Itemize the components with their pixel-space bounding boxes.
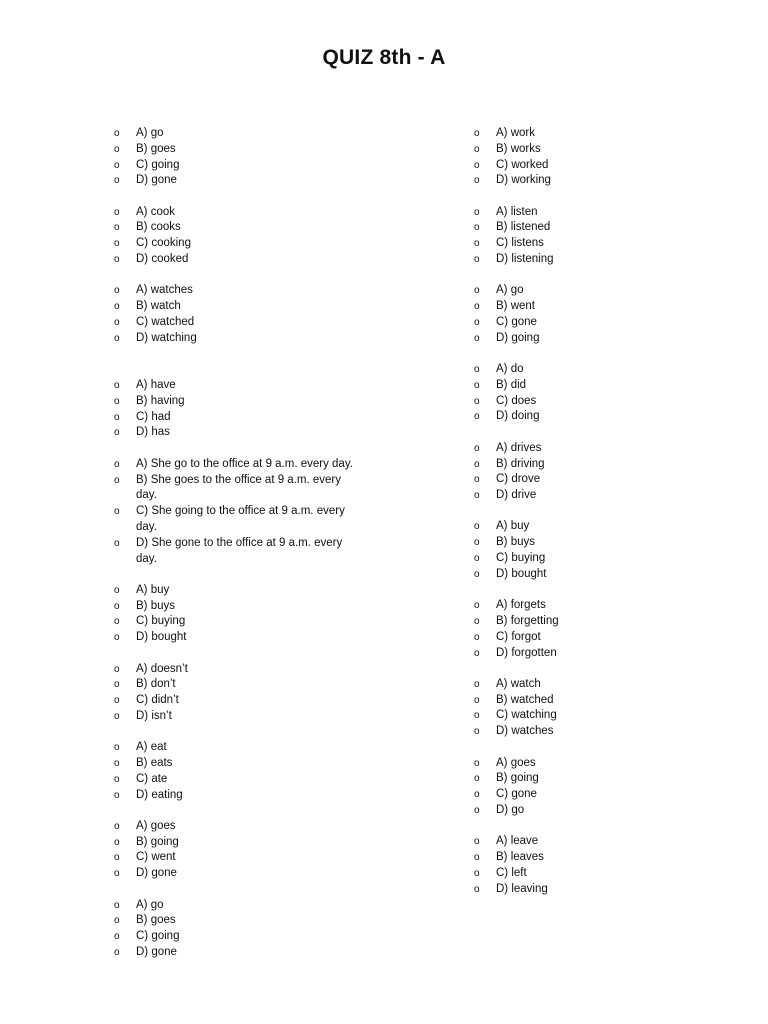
circle-bullet-icon: o [474,458,480,470]
answer-option-text: C) left [496,866,527,879]
circle-bullet-icon: o [114,506,120,518]
circle-bullet-icon: o [474,631,480,643]
circle-bullet-icon: o [474,568,480,580]
circle-bullet-icon: o [474,521,480,533]
answer-option-text: C) buying [496,552,546,565]
circle-bullet-icon: o [114,285,120,297]
answer-option-text: D) gone [136,174,177,187]
circle-bullet-icon: o [114,222,120,234]
answer-option-text: B) She goes to the office at 9 a.m. every day. [136,473,341,502]
answer-option-text: D) cooked [136,253,189,266]
answer-option-text: B) going [136,835,179,848]
answer-option-text: C) going [136,930,180,943]
answer-option-text: B) watched [496,693,554,706]
circle-bullet-icon: o [114,316,120,328]
answer-option-text: C) went [136,851,176,864]
answer-option-text: A) have [136,379,176,392]
circle-bullet-icon: o [114,254,120,266]
answer-option-text: D) She gone to the office at 9 a.m. every day. [136,536,343,565]
circle-bullet-icon: o [474,254,480,266]
answer-option-text: A) work [496,127,535,139]
circle-bullet-icon: o [114,836,120,848]
answer-option[interactable] [474,866,724,882]
answer-option[interactable] [474,205,724,221]
answer-option-text: C) had [136,410,171,423]
question-group [114,205,364,268]
answer-option[interactable] [474,708,724,724]
answer-option-text: C) forgot [496,630,541,643]
answer-option-text: B) cooks [136,221,181,234]
circle-bullet-icon: o [114,206,120,218]
circle-bullet-icon: o [114,789,120,801]
answer-option[interactable] [474,850,724,866]
answer-option[interactable] [114,378,364,394]
answer-option[interactable] [474,126,724,142]
answer-option[interactable] [474,409,724,425]
question-group [114,740,364,803]
circle-bullet-icon: o [114,663,120,675]
answer-option[interactable] [114,425,364,441]
answer-option[interactable] [474,882,724,898]
answer-option-text: A) buy [136,583,170,596]
answer-option[interactable] [114,252,364,268]
answer-option[interactable] [114,740,364,756]
circle-bullet-icon: o [474,726,480,738]
question-group [474,441,724,504]
question-group [114,378,364,441]
answer-option[interactable] [474,220,724,236]
question-group [474,598,724,661]
answer-option[interactable] [114,331,364,347]
answer-option[interactable] [114,866,364,882]
answer-option[interactable] [114,236,364,252]
circle-bullet-icon: o [114,301,120,313]
answer-option-text: A) drives [496,441,542,454]
answer-option[interactable] [114,772,364,788]
spacer [114,362,364,378]
circle-bullet-icon: o [114,395,120,407]
circle-bullet-icon: o [114,742,120,754]
answer-option-text: A) She go to the office at 9 a.m. every day. [136,457,353,470]
circle-bullet-icon: o [474,537,480,549]
circle-bullet-icon: o [474,238,480,250]
answer-option-text: A) goes [496,756,536,769]
answer-option[interactable] [474,173,724,189]
circle-bullet-icon: o [114,899,120,911]
circle-bullet-icon: o [474,615,480,627]
answer-option-text: C) gone [496,788,537,801]
answer-option-text: B) did [496,378,527,391]
circle-bullet-icon: o [114,175,120,187]
question-group [474,677,724,740]
answer-option-text: A) buy [496,520,530,533]
answer-option[interactable] [474,724,724,740]
answer-option-text: C) ate [136,772,168,785]
circle-bullet-icon: o [474,553,480,565]
answer-option[interactable] [114,299,364,315]
answer-option[interactable] [114,126,364,142]
circle-bullet-icon: o [474,442,480,454]
answer-option-text: A) cook [136,205,175,218]
answer-option[interactable] [114,614,364,630]
right-question-column [474,126,724,913]
circle-bullet-icon: o [474,332,480,344]
answer-option[interactable] [474,646,724,662]
answer-option[interactable] [114,788,364,804]
circle-bullet-icon: o [474,128,480,139]
answer-option[interactable] [474,535,724,551]
answer-option-text: D) gone [136,867,177,880]
answer-option[interactable] [114,142,364,158]
question-group [114,898,364,961]
question-group [114,457,364,568]
answer-option[interactable] [114,536,364,568]
answer-option-text: C) worked [496,158,549,171]
circle-bullet-icon: o [474,757,480,769]
answer-option[interactable] [114,583,364,599]
answer-option-text: A) leave [496,835,539,848]
answer-option[interactable] [114,677,364,693]
answer-option[interactable] [474,331,724,347]
circle-bullet-icon: o [474,710,480,722]
answer-option[interactable] [114,457,364,473]
answer-option[interactable] [474,567,724,583]
circle-bullet-icon: o [114,868,120,880]
answer-option[interactable] [474,834,724,850]
answer-option[interactable] [114,913,364,929]
answer-option-text: D) isn’t [136,709,172,722]
answer-option[interactable] [474,441,724,457]
circle-bullet-icon: o [114,238,120,250]
answer-option-text: C) gone [496,315,537,328]
answer-option-text: D) has [136,426,170,439]
answer-option-text: B) going [496,772,539,785]
answer-option-text: D) working [496,174,551,187]
answer-option-text: D) doing [496,410,540,423]
answer-option-text: B) works [496,142,541,155]
circle-bullet-icon: o [474,678,480,690]
circle-bullet-icon: o [474,206,480,218]
answer-option-text: D) bought [136,631,187,644]
answer-option-text: A) watch [496,677,541,690]
answer-option[interactable] [114,662,364,678]
answer-option-text: B) buys [136,599,175,612]
answer-option[interactable] [114,898,364,914]
answer-option-text: D) watching [136,331,197,344]
circle-bullet-icon: o [474,836,480,848]
answer-option-text: C) didn’t [136,694,179,707]
circle-bullet-icon: o [474,883,480,895]
circle-bullet-icon: o [474,773,480,785]
answer-option[interactable] [114,850,364,866]
answer-option[interactable] [474,457,724,473]
answer-option-text: B) watch [136,300,181,313]
answer-option-text: D) gone [136,945,177,958]
question-group [474,756,724,819]
circle-bullet-icon: o [114,915,120,927]
quiz-title: QUIZ 8th - A [322,46,446,69]
question-group [114,662,364,725]
answer-option[interactable] [474,614,724,630]
answer-option[interactable] [474,394,724,410]
answer-option-text: A) go [496,284,524,297]
answer-option[interactable] [474,551,724,567]
answer-option-text: B) eats [136,757,173,769]
circle-bullet-icon: o [114,411,120,423]
answer-option[interactable] [114,835,364,851]
answer-option[interactable] [114,173,364,189]
circle-bullet-icon: o [474,222,480,234]
circle-bullet-icon: o [114,616,120,628]
circle-bullet-icon: o [114,820,120,832]
answer-option-text: D) drive [496,489,537,502]
answer-option-text: D) leaving [496,882,548,895]
circle-bullet-icon: o [474,364,480,376]
answer-option-text: B) having [136,394,185,407]
answer-option-text: A) go [136,127,164,139]
answer-option[interactable] [474,519,724,535]
circle-bullet-icon: o [474,789,480,801]
answer-option-text: A) watches [136,284,193,297]
answer-option[interactable] [474,472,724,488]
circle-bullet-icon: o [474,411,480,423]
circle-bullet-icon: o [114,931,120,943]
answer-option-text: B) driving [496,457,545,470]
answer-option-text: D) eating [136,788,183,801]
circle-bullet-icon: o [114,758,120,769]
answer-option-text: B) goes [136,914,176,927]
question-group [114,583,364,646]
circle-bullet-icon: o [474,285,480,297]
question-group [474,205,724,268]
answer-option-text: B) goes [136,142,176,155]
answer-option[interactable] [114,315,364,331]
answer-option-text: C) cooking [136,237,191,250]
question-group [474,834,724,897]
circle-bullet-icon: o [114,584,120,596]
answer-option-text: C) watching [496,709,557,722]
circle-bullet-icon: o [474,490,480,502]
circle-bullet-icon: o [114,773,120,785]
answer-option[interactable] [114,709,364,725]
answer-option[interactable] [474,803,724,819]
answer-option-text: A) forgets [496,599,546,612]
circle-bullet-icon: o [114,600,120,612]
answer-option[interactable] [474,771,724,787]
answer-option[interactable] [114,394,364,410]
circle-bullet-icon: o [474,175,480,187]
answer-option[interactable] [474,630,724,646]
circle-bullet-icon: o [114,143,120,155]
answer-option[interactable] [474,158,724,174]
answer-option-text: D) watches [496,725,554,738]
answer-option[interactable] [474,299,724,315]
circle-bullet-icon: o [114,458,120,470]
answer-option-text: A) goes [136,819,176,832]
circle-bullet-icon: o [474,301,480,313]
answer-option-text: A) listen [496,205,538,218]
answer-option-text: C) listens [496,237,544,250]
question-group [114,819,364,882]
answer-option-text: C) She going to the office at 9 a.m. every day. [136,505,345,533]
answer-option[interactable] [474,252,724,268]
answer-option[interactable] [474,677,724,693]
answer-option[interactable] [114,929,364,945]
circle-bullet-icon: o [114,632,120,644]
left-question-column [114,126,364,976]
answer-option[interactable] [114,630,364,646]
answer-option-text: C) buying [136,615,186,628]
answer-option-text: C) going [136,158,180,171]
circle-bullet-icon: o [114,332,120,344]
answer-option[interactable] [474,787,724,803]
answer-option-text: D) go [496,803,525,816]
answer-option-text: B) forgetting [496,614,559,627]
answer-option[interactable] [474,598,724,614]
answer-option-text: D) going [496,331,540,344]
answer-option[interactable] [114,599,364,615]
circle-bullet-icon: o [114,710,120,722]
answer-option[interactable] [114,205,364,221]
answer-option-text: B) listened [496,221,551,234]
question-group [474,283,724,346]
circle-bullet-icon: o [474,143,480,155]
circle-bullet-icon: o [114,128,120,139]
answer-option[interactable] [474,488,724,504]
answer-option[interactable] [474,236,724,252]
answer-option-text: D) bought [496,567,547,580]
circle-bullet-icon: o [474,474,480,486]
circle-bullet-icon: o [474,851,480,863]
answer-option-text: A) do [496,363,524,376]
answer-option-text: B) leaves [496,850,544,863]
answer-option[interactable] [114,819,364,835]
circle-bullet-icon: o [114,946,120,958]
circle-bullet-icon: o [474,316,480,328]
answer-option-text: A) go [136,898,164,911]
circle-bullet-icon: o [474,804,480,816]
answer-option-text: C) does [496,394,537,407]
circle-bullet-icon: o [474,694,480,706]
question-group [474,362,724,425]
question-group [474,126,724,189]
answer-option[interactable] [474,142,724,158]
answer-option[interactable] [474,362,724,378]
answer-option[interactable] [114,158,364,174]
answer-option-text: A) eat [136,741,167,754]
circle-bullet-icon: o [474,379,480,391]
answer-option[interactable] [114,756,364,772]
circle-bullet-icon: o [114,852,120,864]
answer-option[interactable] [114,283,364,299]
question-group [474,519,724,582]
circle-bullet-icon: o [474,159,480,171]
answer-option-text: A) doesn’t [136,662,188,675]
circle-bullet-icon: o [114,159,120,171]
answer-option[interactable] [114,220,364,236]
answer-option[interactable] [114,945,364,961]
answer-option[interactable] [114,693,364,709]
answer-option[interactable] [474,693,724,709]
circle-bullet-icon: o [474,867,480,879]
circle-bullet-icon: o [474,395,480,407]
answer-option-text: D) forgotten [496,646,557,659]
answer-option[interactable] [114,410,364,426]
answer-option-text: D) listening [496,253,554,266]
circle-bullet-icon: o [114,537,120,549]
answer-option[interactable] [474,378,724,394]
circle-bullet-icon: o [474,600,480,612]
answer-option[interactable] [474,315,724,331]
question-group [114,126,364,189]
answer-option[interactable] [114,504,364,536]
circle-bullet-icon: o [114,695,120,707]
answer-option-text: B) buys [496,536,535,549]
circle-bullet-icon: o [114,380,120,392]
circle-bullet-icon: o [114,474,120,486]
answer-option-text: C) drove [496,473,541,486]
question-group [114,283,364,346]
answer-option-text: C) watched [136,315,195,328]
answer-option-text: B) don’t [136,678,176,691]
answer-option[interactable] [474,756,724,772]
answer-option[interactable] [474,283,724,299]
answer-option-text: B) went [496,300,535,313]
circle-bullet-icon: o [114,679,120,691]
circle-bullet-icon: o [114,427,120,439]
answer-option[interactable] [114,473,364,505]
circle-bullet-icon: o [474,647,480,659]
